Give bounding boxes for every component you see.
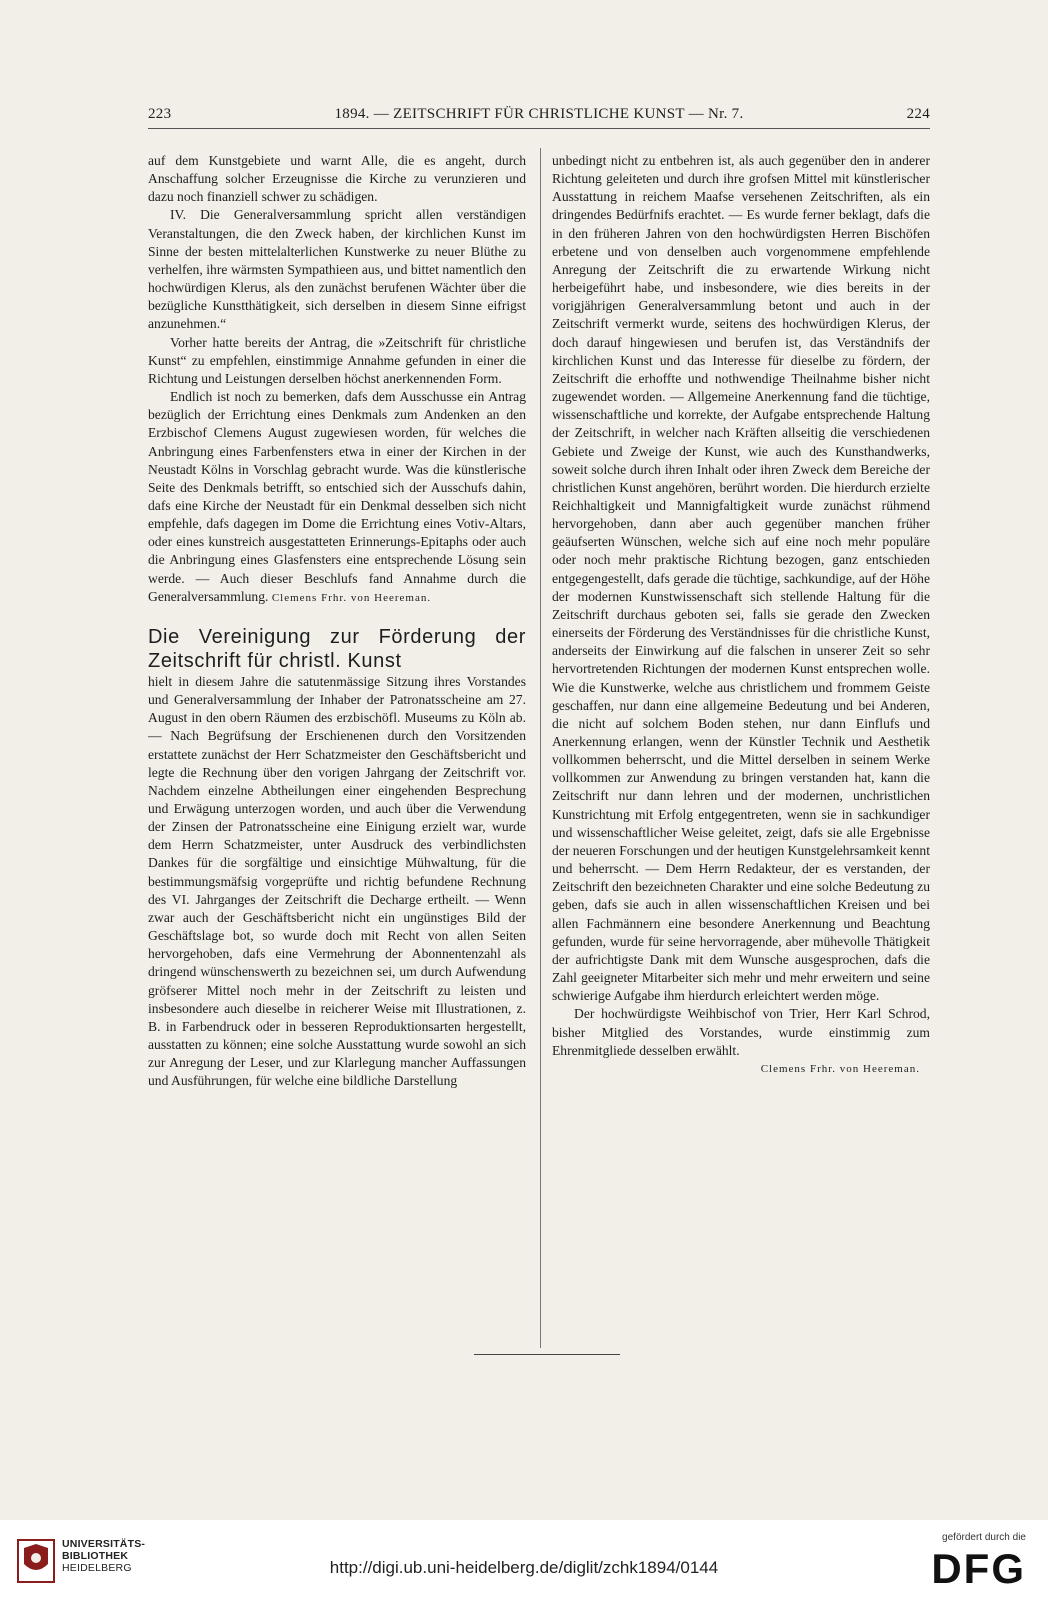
article-heading [148, 625, 526, 673]
paragraph-text: Endlich ist noch zu bemerken, dafs dem Ausschusse ein Antrag bezüglich der Errichtung eines Denkmals zum Andenken an den Erzbischof Clemens August zugewiesen worden, für welches die Anbringung eines Farbenfensters etwa in einer der Kirchen in der Neustadt Kölns in Vorschlag gebracht wurde. Was die künstlerische Seite des Denkmals betrifft, so entschied sich der Ausschufs dahin, dafs eine Kirche der Neustadt für ein Denkmal desselben sich nicht empfehle, dafs dagegen im Dome die Errichtung eines Votiv-Altars, oder eines kunstreich ausgestatteten Erinnerungs-Epitaphs oder auch die Anbringung eines Glasfensters eine entsprechende Lösung sein werde. — Auch dieser Beschlufs fand Annahme durch die Generalversammlung. [148, 389, 526, 604]
source-url[interactable]: http://digi.ub.uni-heidelberg.de/diglit/zchk1894/0144 [329, 1558, 719, 1577]
signature: Clemens Frhr. von Heereman. [271, 591, 432, 604]
left-column [148, 152, 526, 1091]
paragraph: IV. Die Generalversammlung spricht allen verständigen Veranstaltungen, die den Zweck haben, der kirchlichen Kunst im Sinne der besten mittelalterlichen Kunstwerke zu neuer Blüthe zu verhelfen, ihre wärmsten Sympathieen aus, und bittet namentlich den hochwürdigen Klerus, als den zunächst berufenen Wächter über die bezügliche Kunstthätigkeit, sich derselben in diesem Sinne eifrigst anzunehmen.“ [148, 207, 526, 332]
column-divider [540, 148, 541, 1348]
right-column [552, 152, 930, 1078]
library-name: UNIVERSITÄTS- BIBLIOTHEK HEIDELBERG [62, 1538, 146, 1574]
end-rule [474, 1354, 620, 1355]
running-header [148, 104, 930, 128]
footer-bar [0, 1520, 1048, 1606]
page-number-left: 223 [148, 106, 172, 122]
header-rule [148, 128, 930, 129]
page-number-right: 224 [906, 106, 930, 122]
paragraph: hielt in diesem Jahre die satutenmässige Sitzung ihres Vorstandes und Generalversammlung der Inhaber der Patronatsscheine am 27. August in den obern Räumen des erzbischöfl. Museums zu Köln ab. — Nach Begrüfsung der Erschienenen durch den Vorsitzenden erstattete zunächst der Herr Schatzmeister den Geschäftsbericht und legte die Rechnung über den vorigen Jahrgang der Zeitschrift vor. Nachdem einzelne Abtheilungen einer eingehenden Besprechung und Erwägung unterzogen worden, und auch über die Verwendung der Zinsen der Patronatsscheine eine Einigung erzielt war, wurde dem Herrn Schatzmeister, unter Ausdruck des verbindlichsten Dankes für die sorgfältige und einsichtige Mühwaltung, für die bestimmungsmäfsig vorgeprüfte und richtig befundene Rechnung des VI. Jahrganges der Zeitschrift die Decharge ertheilt. — Wenn zwar auch der Geschäftsbericht nicht ein ungünstiges Bild der Geschäftslage bot, so wurde doch mit Recht von allen Seiten hervorgehoben, dafs eine Vermehrung der Abonnentenzahl als dringend wünschenswerth zu bezeichnen sei, um durch Aufwendung gröfserer Mittel noch mehr in der Zeitschrift zu leisten und insbesondere auch dieselbe in reicherer Weise mit Illustrationen, z. B. in Farbendruck oder in besseren Reproduktionsarten hergestellt, ausstatten zu können; eine solche Ausstattung wurde sowohl an sich zur Anregung der Leser, und zur Klarlegung mancher Auffassungen und Ausführungen, für welche eine bildliche Darstellung [148, 673, 526, 1089]
paragraph: unbedingt nicht zu entbehren ist, als auch gegenüber den in anderer Richtung geleiteten und durch ihre grofsen Mittel mit künstlerischer Ausstattung in reichem Maafse versehenen Zeitschriften, als ein dringendes Bedürfnifs erachtet. — Es wurde ferner beklagt, dafs die in den früheren Jahren von den hochwürdigsten Herren Bischöfen erbetene und von denselben auch vorgenommene empfehlende Anregung der Zeitschrift die zu erwartende Wirkung nicht herbeigeführt habe, und insbesondere, wie dies bereits in der vorigjährigen Generalversammlung betont und auch in der Zeitschrift vermerkt wurde, seitens des hochwürdigen Klerus, der doch darauf hingewiesen und berufen ist, das Verständnifs der kirchlichen Kunst und das Interesse für dieselbe zu fördern, der Zeitschrift die erhoffte und nothwendige Theilnahme bisher nicht zugewendet worden. — Allgemeine Anerkennung fand die tüchtige, wissenschaftliche und korrekte, der Aufgabe entsprechende Haltung der Zeitschrift, in welcher nach Kräften allseitig die verschiedenen Gebiete und Zweige der Kunst, wie auch des Kunsthandwerks, soweit solche durch ihren Inhalt oder ihren Zweck dem Bereiche der christlichen Kunst angehören, berührt worden. Die hierdurch erzielte Reichhaltigkeit und Mannigfaltigkeit wurde zunächst rühmend hervorgehoben, dann aber auch gegenüber manchen früher geäufserten Wünschen, welche sich auf eine noch mehr populäre oder noch mehr praktische Richtung bezogen, ganz entschieden entgegengestellt, dafs gerade die tüchtige, sachkundige, auf der Höhe der modernen Kunstwissenschaft sich stellende Haltung für die Zeitschrift durchaus geboten sei, falls sie gerade den Zwecken einerseits der Förderung des Verständnisses für die christliche Kunst, anderseits der Einwirkung auf die falschen in unserer Zeit so sehr hervortretenden Richtungen der modernen Kunst entsprechen wolle. Wie die Kunstwerke, welche aus christlichem und frommem Geiste geschaffen, nur dann eine allgemeine Bedeutung und bei Anderen, die nicht auf solchem Boden stehen, nur dann Einflufs und Anerkennung erlangen, wenn der Künstler Technik und Aesthetik vollkommen beherrscht, und die Mittel derselben in seinem Werke vollkommen zur Anwendung zu bringen verstanden hat, kann die Zeitschrift nur dann lehren und der modernen, unchristlichen Kunstrichtung mit Erfolg entgegentreten, wenn sie in sachkundiger und wissenschaftlicher Weise geleitet, zeigt, dafs sie alle Ergebnisse der neueren Forschungen und der heutigen Kunstgelehrsamkeit kennt und beherrscht. — Dem Herrn Redakteur, der es verstanden, der Zeitschrift den bezeichneten Charakter und eine solche Bedeutung zu geben, dafs sie auch in allen wissenschaftlichen Kreisen und bei allen Fachmännern eine besondere Anerkennung und Beachtung gefunden, wurde für seine hervorragende, aber mühevolle Thätigkeit der aufrichtigste Dank mit dem Wunsche ausgesprochen, dafs die Zahl geeigneter Mitarbeiter sich mehr und mehr erweitern und seine schwierige Aufgabe ihm hierdurch erleichtert werden möge. [552, 153, 930, 1004]
journal-title: 1894. — ZEITSCHRIFT FÜR CHRISTLICHE KUNST — Nr. 7. [334, 106, 744, 122]
paragraph [148, 388, 526, 607]
paragraph: Vorher hatte bereits der Antrag, die »Zeitschrift für christliche Kunst“ zu empfehlen, einstimmige Annahme gefunden in einer die Richtung und Leistungen derselben höchst anerkennenden Form. [148, 334, 526, 386]
funded-by-label: gefördert durch die [942, 1532, 1026, 1543]
paragraph: auf dem Kunstgebiete und warnt Alle, die es angeht, durch Anschaffung solcher Erzeugnisse die Kirche zu verunzieren und dazu noch finanziell schwer zu schädigen. [148, 153, 526, 205]
dfg-logo: DFG [931, 1545, 1026, 1592]
paragraph: Der hochwürdigste Weihbischof von Trier, Herr Karl Schrod, bisher Mitglied des Vorstandes, wurde einstimmig zum Ehrenmitgliede desselben erwählt. [552, 1006, 930, 1058]
signature: Clemens Frhr. von Heereman. [760, 1062, 920, 1075]
article-title: Die Vereinigung zur Förderung der Zeitschrift für christl. Kunst [148, 625, 526, 672]
